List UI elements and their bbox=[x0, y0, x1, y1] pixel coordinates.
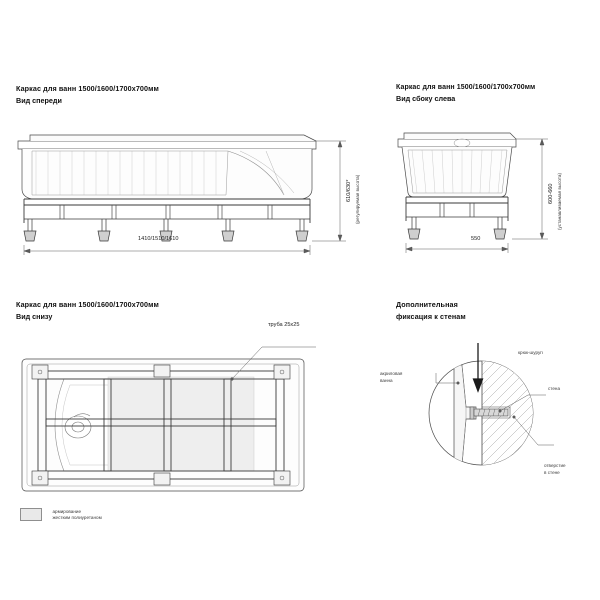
bottom-view-drawing bbox=[16, 321, 356, 501]
side-right-dimension-note: (устанавливаемая высота) bbox=[557, 172, 562, 230]
wall-label: стена bbox=[548, 386, 560, 391]
panel-wall-fixing bbox=[380, 300, 586, 540]
legend-line-2: жестким полиуретаном bbox=[52, 514, 102, 520]
panel-bottom-title: Каркас для ванн 1500/1600/1700х700мм bbox=[16, 300, 159, 309]
legend-swatch bbox=[20, 508, 42, 521]
panel-wall-title-line1: Дополнительная bbox=[396, 300, 458, 309]
acrylic-bath-label-line2: ванна bbox=[380, 378, 393, 383]
front-right-dimension-note: (регулируемая высота) bbox=[355, 174, 360, 224]
wall-hole-label bbox=[544, 462, 566, 476]
legend-line-1: армирование bbox=[52, 508, 81, 514]
panel-bottom-subtitle: Вид снизу bbox=[16, 312, 53, 321]
panel-front-subtitle: Вид спереди bbox=[16, 96, 62, 105]
panel-side-title: Каркас для ванн 1500/1600/1700х700мм bbox=[396, 84, 536, 91]
front-bottom-dimension: 1410/1510/1610 bbox=[138, 236, 179, 242]
panel-bottom-view bbox=[16, 300, 356, 540]
hook-screw-label: крюк-шуруп bbox=[518, 350, 543, 355]
front-view-drawing bbox=[16, 105, 356, 265]
acrylic-bath-label-line1: акриловая bbox=[380, 371, 403, 376]
panel-side-view bbox=[396, 84, 586, 274]
front-right-dimension: 610/630* bbox=[346, 179, 352, 202]
panel-front-title: Каркас для ванн 1500/1600/1700х700мм bbox=[16, 84, 159, 93]
pipe-callout-label: труба 25х25 bbox=[268, 322, 300, 328]
panel-side-subtitle: Вид сбоку слева bbox=[396, 94, 456, 103]
panel-wall-title-line2: фиксация к стенам bbox=[396, 312, 466, 321]
legend bbox=[20, 506, 102, 524]
wall-hole-label-line2: в стене bbox=[544, 470, 560, 475]
legend-text bbox=[52, 509, 101, 521]
side-right-dimension: 600-660 bbox=[548, 183, 554, 204]
side-bottom-dimension: 550 bbox=[471, 236, 481, 242]
acrylic-bath-label bbox=[380, 370, 402, 384]
wall-hole-label-line1: отверстие bbox=[544, 463, 566, 468]
panel-front-view bbox=[16, 84, 360, 274]
